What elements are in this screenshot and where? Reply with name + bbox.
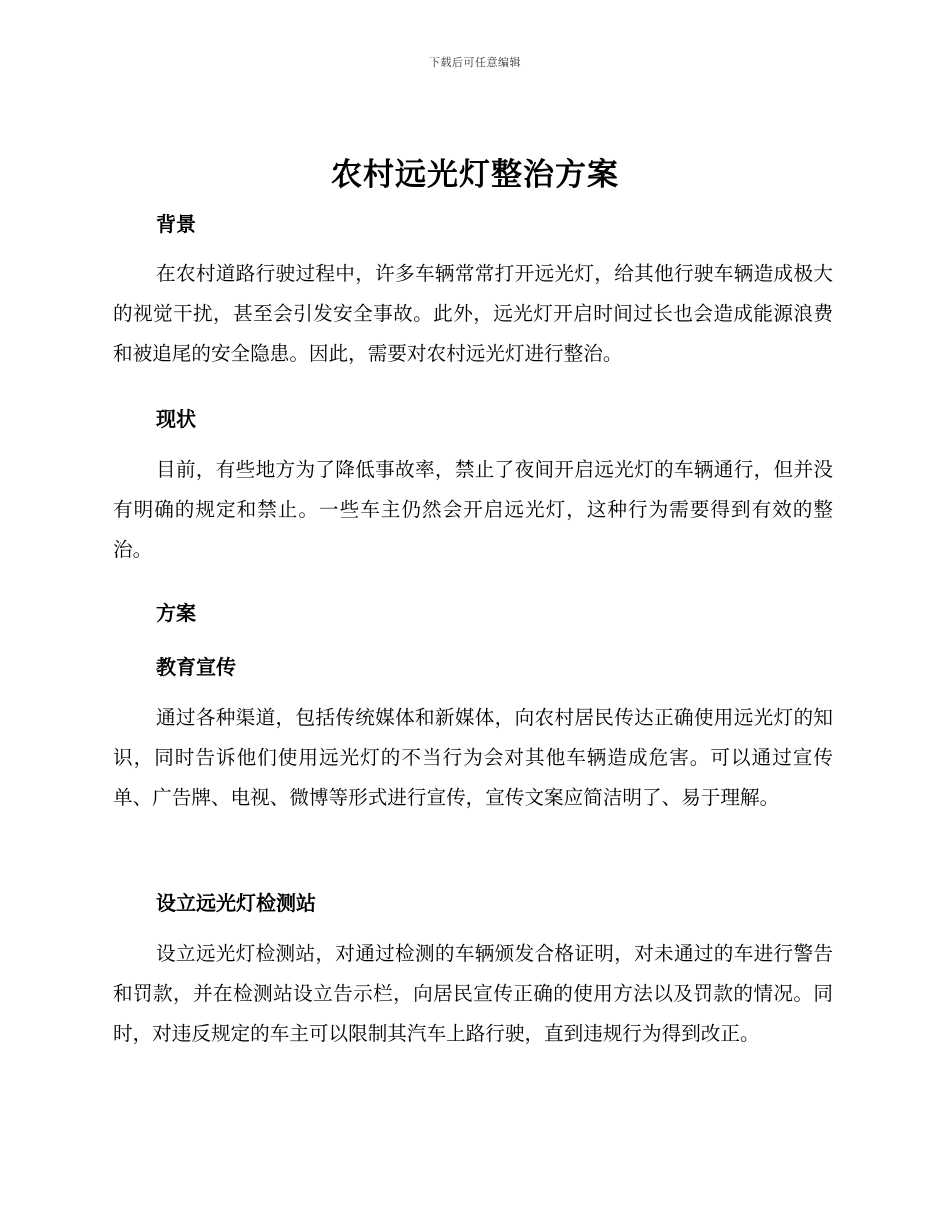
document-title: 农村远光灯整治方案 bbox=[331, 157, 619, 193]
section-heading-education: 教育宣传 bbox=[156, 655, 236, 679]
section-paragraph-background: 在农村道路行驶过程中，许多车辆常常打开远光灯，给其他行驶车辆造成极大的视觉干扰，甚至会引发安全事故。此外，远光灯开启时间过长也会造成能源浪费和被追尾的安全隐患。因此，需要对农村远光灯进行整治。 bbox=[113, 262, 833, 365]
section-heading-plan: 方案 bbox=[156, 601, 196, 625]
page-header-note: 下载后可任意编辑 bbox=[429, 56, 521, 69]
section-heading-inspection-station: 设立远光灯检测站 bbox=[156, 891, 316, 915]
section-heading-status: 现状 bbox=[156, 407, 196, 431]
section-heading-background: 背景 bbox=[156, 212, 196, 236]
section-paragraph-status: 目前，有些地方为了降低事故率，禁止了夜间开启远光灯的车辆通行，但并没有明确的规定和禁止。一些车主仍然会开启远光灯，这种行为需要得到有效的整治。 bbox=[113, 458, 833, 561]
section-paragraph-inspection-station: 设立远光灯检测站，对通过检测的车辆颁发合格证明，对未通过的车进行警告和罚款，并在检测站设立告示栏，向居民宣传正确的使用方法以及罚款的情况。同时，对违反规定的车主可以限制其汽车上路行驶，直到违规行为得到改正。 bbox=[113, 942, 833, 1045]
section-paragraph-education: 通过各种渠道，包括传统媒体和新媒体，向农村居民传达正确使用远光灯的知识，同时告诉他们使用远光灯的不当行为会对其他车辆造成危害。可以通过宣传单、广告牌、电视、微博等形式进行宣传，宣传文案应简洁明了、易于理解。 bbox=[113, 706, 833, 809]
